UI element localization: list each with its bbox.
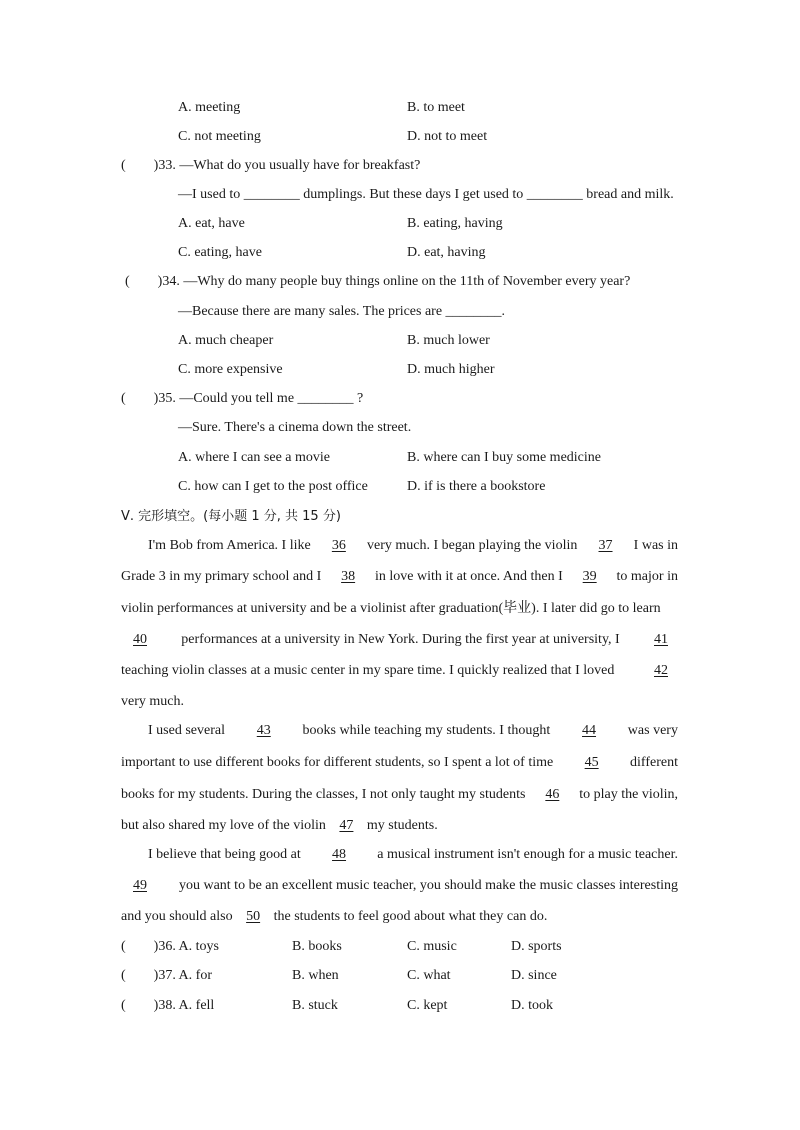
passage-line: [148, 722, 678, 740]
q36-option-b: B. books: [292, 939, 342, 954]
passage-text: performances at a university in New York. During the first year at university, I: [181, 632, 620, 647]
passage-text: to play the violin,: [579, 787, 678, 802]
passage-line: [121, 908, 547, 926]
passage-text: I believe that being good at: [148, 847, 301, 862]
passage-line: [148, 537, 678, 555]
blank-number: 48: [332, 847, 347, 862]
passage-line: [121, 817, 438, 835]
q38-option-d: D. took: [511, 998, 553, 1013]
q35-option-d: D. if is there a bookstore: [407, 479, 546, 494]
q34-option-b: B. much lower: [407, 333, 490, 348]
passage-text: important to use different books for different students, so I spent a lot of time: [121, 755, 554, 770]
passage-text: and you should also: [121, 909, 233, 924]
passage-text: I used several: [148, 723, 225, 738]
passage-line: [121, 631, 678, 649]
q34-option-a: A. much cheaper: [178, 333, 274, 348]
q33-option-a: A. eat, have: [178, 216, 245, 231]
passage-line: [121, 568, 678, 586]
passage-line: [121, 786, 678, 804]
passage-text: teaching violin classes at a music center in my spare time. I quickly realized that I loved: [121, 663, 615, 678]
q36-option-d: D. sports: [511, 939, 562, 954]
passage-text: the students to feel good about what they can do.: [273, 909, 548, 924]
passage-text: I'm Bob from America. I like: [148, 538, 311, 553]
blank-number: 49: [133, 878, 147, 893]
blank-number: 41: [654, 632, 668, 647]
passage-text: in love with it at once. And then I: [374, 569, 563, 584]
passage-text: was very: [627, 723, 678, 738]
q37-option-b: B. when: [292, 968, 339, 983]
passage-text: my students.: [366, 818, 438, 833]
passage-text: different: [630, 755, 678, 770]
blank-number: 40: [133, 632, 147, 647]
q32-option-c: C. not meeting: [178, 129, 261, 144]
passage-text: very much.: [121, 694, 184, 709]
q32-option-d: D. not to meet: [407, 129, 488, 144]
passage-text: books while teaching my students. I thought: [302, 723, 551, 738]
blank-number: 46: [545, 787, 560, 802]
passage-text: I was in: [633, 538, 678, 553]
passage-line: [121, 662, 678, 680]
q36-option-a: ( )36. A. toys: [121, 939, 219, 954]
passage-line: [148, 846, 678, 864]
q35-option-c: C. how can I get to the post office: [178, 479, 368, 494]
q34-line2: —Because there are many sales. The prices are ________.: [178, 304, 506, 319]
q32-option-b: B. to meet: [407, 100, 465, 115]
q35-stem: ( )35. —Could you tell me ________ ?: [121, 391, 364, 406]
blank-number: 38: [341, 569, 356, 584]
passage-text: but also shared my love of the violin: [121, 818, 326, 833]
q33-option-c: C. eating, have: [178, 245, 262, 260]
q35-option-b: B. where can I buy some medicine: [407, 450, 601, 465]
q34-stem: ( )34. —Why do many people buy things online on the 11th of November every year?: [125, 274, 631, 289]
q38-option-b: B. stuck: [292, 998, 338, 1013]
q35-line2: —Sure. There's a cinema down the street.: [178, 420, 412, 435]
passage-text: you want to be an excellent music teacher, you should make the music classes interesting: [178, 878, 678, 893]
blank-number: 50: [246, 909, 261, 924]
section-5-title: Ⅴ. 完形填空。(每小题 1 分, 共 15 分): [121, 509, 341, 524]
q37-option-d: D. since: [511, 968, 557, 983]
passage-text: very much. I began playing the violin: [367, 538, 578, 553]
q33-option-b: B. eating, having: [407, 216, 503, 231]
blank-number: 44: [582, 723, 597, 738]
passage-line: [121, 877, 678, 895]
q35-option-a: A. where I can see a movie: [178, 450, 330, 465]
blank-number: 36: [331, 538, 346, 553]
q37-option-a: ( )37. A. for: [121, 968, 212, 983]
blank-number: 42: [654, 663, 668, 678]
blank-number: 47: [339, 818, 354, 833]
blank-number: 39: [582, 569, 597, 584]
q32-option-a: A. meeting: [178, 100, 241, 115]
passage-text: a musical instrument isn't enough for a music teacher.: [377, 847, 678, 862]
blank-number: 43: [256, 723, 271, 738]
q33-line2: —I used to ________ dumplings. But these days I get used to ________ bread and milk.: [178, 187, 674, 202]
q33-stem: ( )33. —What do you usually have for breakfast?: [121, 158, 421, 173]
q36-option-c: C. music: [407, 939, 457, 954]
q33-option-d: D. eat, having: [407, 245, 486, 260]
q38-option-c: C. kept: [407, 998, 448, 1013]
passage-line: [121, 754, 678, 772]
blank-number: 45: [584, 755, 599, 770]
passage-text: violin performances at university and be a violinist after graduation(毕业). I later did go to learn: [121, 601, 661, 616]
blank-number: 37: [598, 538, 613, 553]
passage-line: [121, 600, 678, 618]
passage-text: books for my students. During the classes, I not only taught my students: [121, 787, 526, 802]
q34-option-d: D. much higher: [407, 362, 495, 377]
q37-option-c: C. what: [407, 968, 451, 983]
q34-option-c: C. more expensive: [178, 362, 283, 377]
q38-option-a: ( )38. A. fell: [121, 998, 215, 1013]
passage-text: Grade 3 in my primary school and I: [121, 569, 322, 584]
passage-text: to major in: [616, 569, 678, 584]
